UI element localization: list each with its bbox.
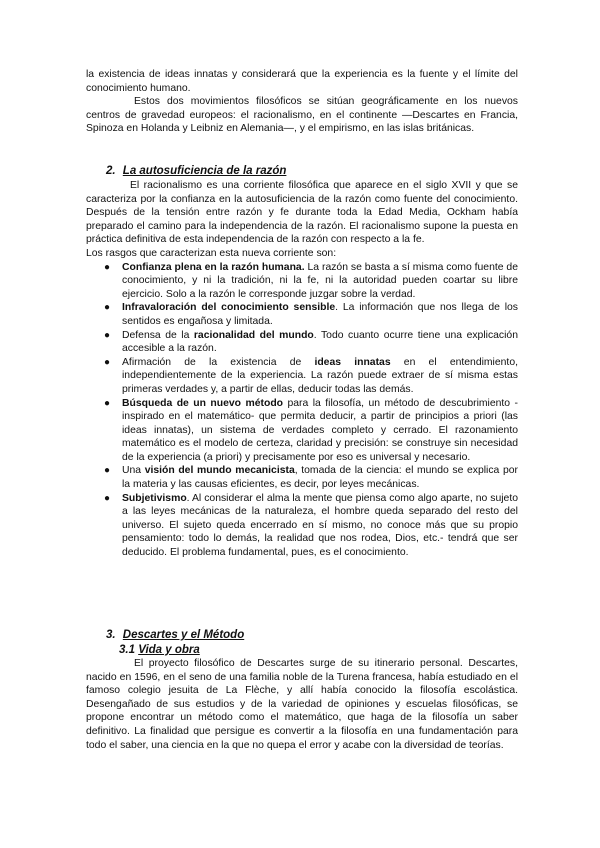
list-item-text-post: . Todo cuanto ocurre tiene una explicación accesible a la razón. (122, 329, 518, 355)
section-3-1-title: Vida y obra (138, 644, 200, 656)
section-2-number: 2. (106, 165, 116, 177)
bullet-icon: ● (104, 465, 111, 477)
bullet-icon: ● (104, 492, 111, 504)
list-item (100, 464, 518, 491)
intro-paragraph-2: Estos dos movimientos filosóficos se sitúan geográficamente en los nuevos centros de gravedad europeos: el racionalismo, en el continente —Descartes en Francia, Spinoza en Holanda y Leibniz en Alemania—, y el empirismo, en las islas británicas. (86, 96, 518, 135)
bullet-icon: ● (104, 329, 111, 341)
list-item-text-post: . Al considerar el alma la mente que piensa como algo aparte, no sujeto a las leyes mecánicas de la naturaleza, el hombre queda separado del resto del universo. El sujeto queda encerrado en sí mismo, no conoce más que su propio pensamiento: todo lo demás, la realidad que nos rodea, Dios, etc.- tendrá que ser deducido. El problema fundamental, pues, es el conocimiento. (122, 492, 518, 559)
section-3-heading (86, 628, 518, 643)
section-3 (86, 628, 518, 752)
bullet-icon: ● (104, 261, 111, 273)
section-2-heading (86, 164, 518, 179)
list-item-text-post: , tomada de la ciencia: el mundo se explica por la materia y las causas eficientes, es decir, por leyes mecánicas. (122, 465, 518, 491)
list-item-text-post: en el entendimiento, independientemente de la experiencia. La razón puede extraer de sí misma estas primeras verdades y, a partir de ellas, deducir todas las demás. (122, 356, 518, 395)
section-2-paragraph-2: Los rasgos que caracterizan esta nueva corriente son: (86, 247, 337, 259)
list-item-bold: Subjetivismo (122, 492, 187, 504)
bullet-icon: ● (104, 356, 111, 368)
list-item (100, 301, 518, 328)
bullet-icon: ● (104, 397, 111, 409)
section-3-1-number: 3.1 (119, 644, 135, 656)
list-item (100, 397, 518, 465)
list-item-text-pre: Defensa de la (122, 329, 194, 341)
list-item (100, 261, 518, 302)
list-item-text-post: para la filosofía, un método de descubrimiento -inspirado en el matemático- que permita deducir, a partir de principios a priori (las ideas innatas), un sistema de verdades completo y cerrado. El razonamiento matemático es el modelo de certeza, claridad y precisión: se construye sin necesidad de la experiencia (a priori) y precisamente por eso es universal y necesario. (122, 397, 518, 463)
list-item-text-pre: Afirmación de la existencia de (122, 356, 315, 368)
list-item-text-pre: Una (122, 465, 145, 477)
traits-list (86, 261, 518, 560)
list-item (100, 492, 518, 560)
section-2-title: La autosuficiencia de la razón (122, 165, 287, 177)
section-2 (86, 164, 518, 560)
list-item-bold: ideas innatas (314, 356, 391, 368)
list-item-text-post: . La información que nos llega de los sentidos es engañosa y limitada. (122, 302, 519, 327)
section-3-1-heading (86, 643, 518, 657)
list-item-bold: Búsqueda de un nuevo método (122, 397, 284, 409)
list-item-text-post: La razón se basta a sí misma como fuente de conocimiento, y ni la tradición, ni la fe, ni la autoridad pueden coartar su libre ejercicio. Solo a la razón le corresponde juzgar sobre la verdad. (122, 261, 518, 300)
list-item-bold: racionalidad del mundo (193, 329, 314, 341)
bullet-icon: ● (104, 302, 111, 314)
section-3-number: 3. (106, 629, 116, 641)
list-item-bold: Infravaloración del conocimiento sensible (122, 302, 336, 314)
section-3-title: Descartes y el Método (122, 629, 245, 641)
list-item (100, 329, 518, 356)
section-2-paragraph-1: El racionalismo es una corriente filosófica que aparece en el siglo XVII y que se caracteriza por la confianza en la autosuficiencia de la razón como fuente del conocimiento. Después de la tensión entre razón y fe durante toda la Edad Media, Ockham había preparado el camino para la independencia de la razón. El racionalismo supone la puesta en práctica definitiva de esta independencia de la razón con respecto a la fe. (86, 180, 518, 246)
list-item-bold: visión del mundo mecanicista (144, 465, 295, 477)
list-item (100, 356, 518, 397)
list-item-bold: Confianza plena en la razón humana. (122, 261, 305, 273)
intro-paragraph-1: la existencia de ideas innatas y considerará que la experiencia es la fuente y el límite del conocimiento humano. (86, 69, 518, 94)
intro-block (86, 68, 518, 136)
section-3-paragraph-1: El proyecto filosófico de Descartes surge de su itinerario personal. Descartes, nacido en 1596, en el seno de una familia noble de la Turena francesa, había estudiado en el famoso colegio jesuita de La Flèche, y allí había conocido la filosofía escolástica. Desengañado de sus estudios y de la variedad de opiniones y escuelas filosóficas, se propone encontrar un método como el matemático, que haga de la filosofía un saber definitivo. La finalidad que persigue es convertir a la filosofía en una fundamentación para todo el saber, una ciencia en la que no quepa el error y acabe con la diversidad de teorías. (86, 658, 518, 751)
